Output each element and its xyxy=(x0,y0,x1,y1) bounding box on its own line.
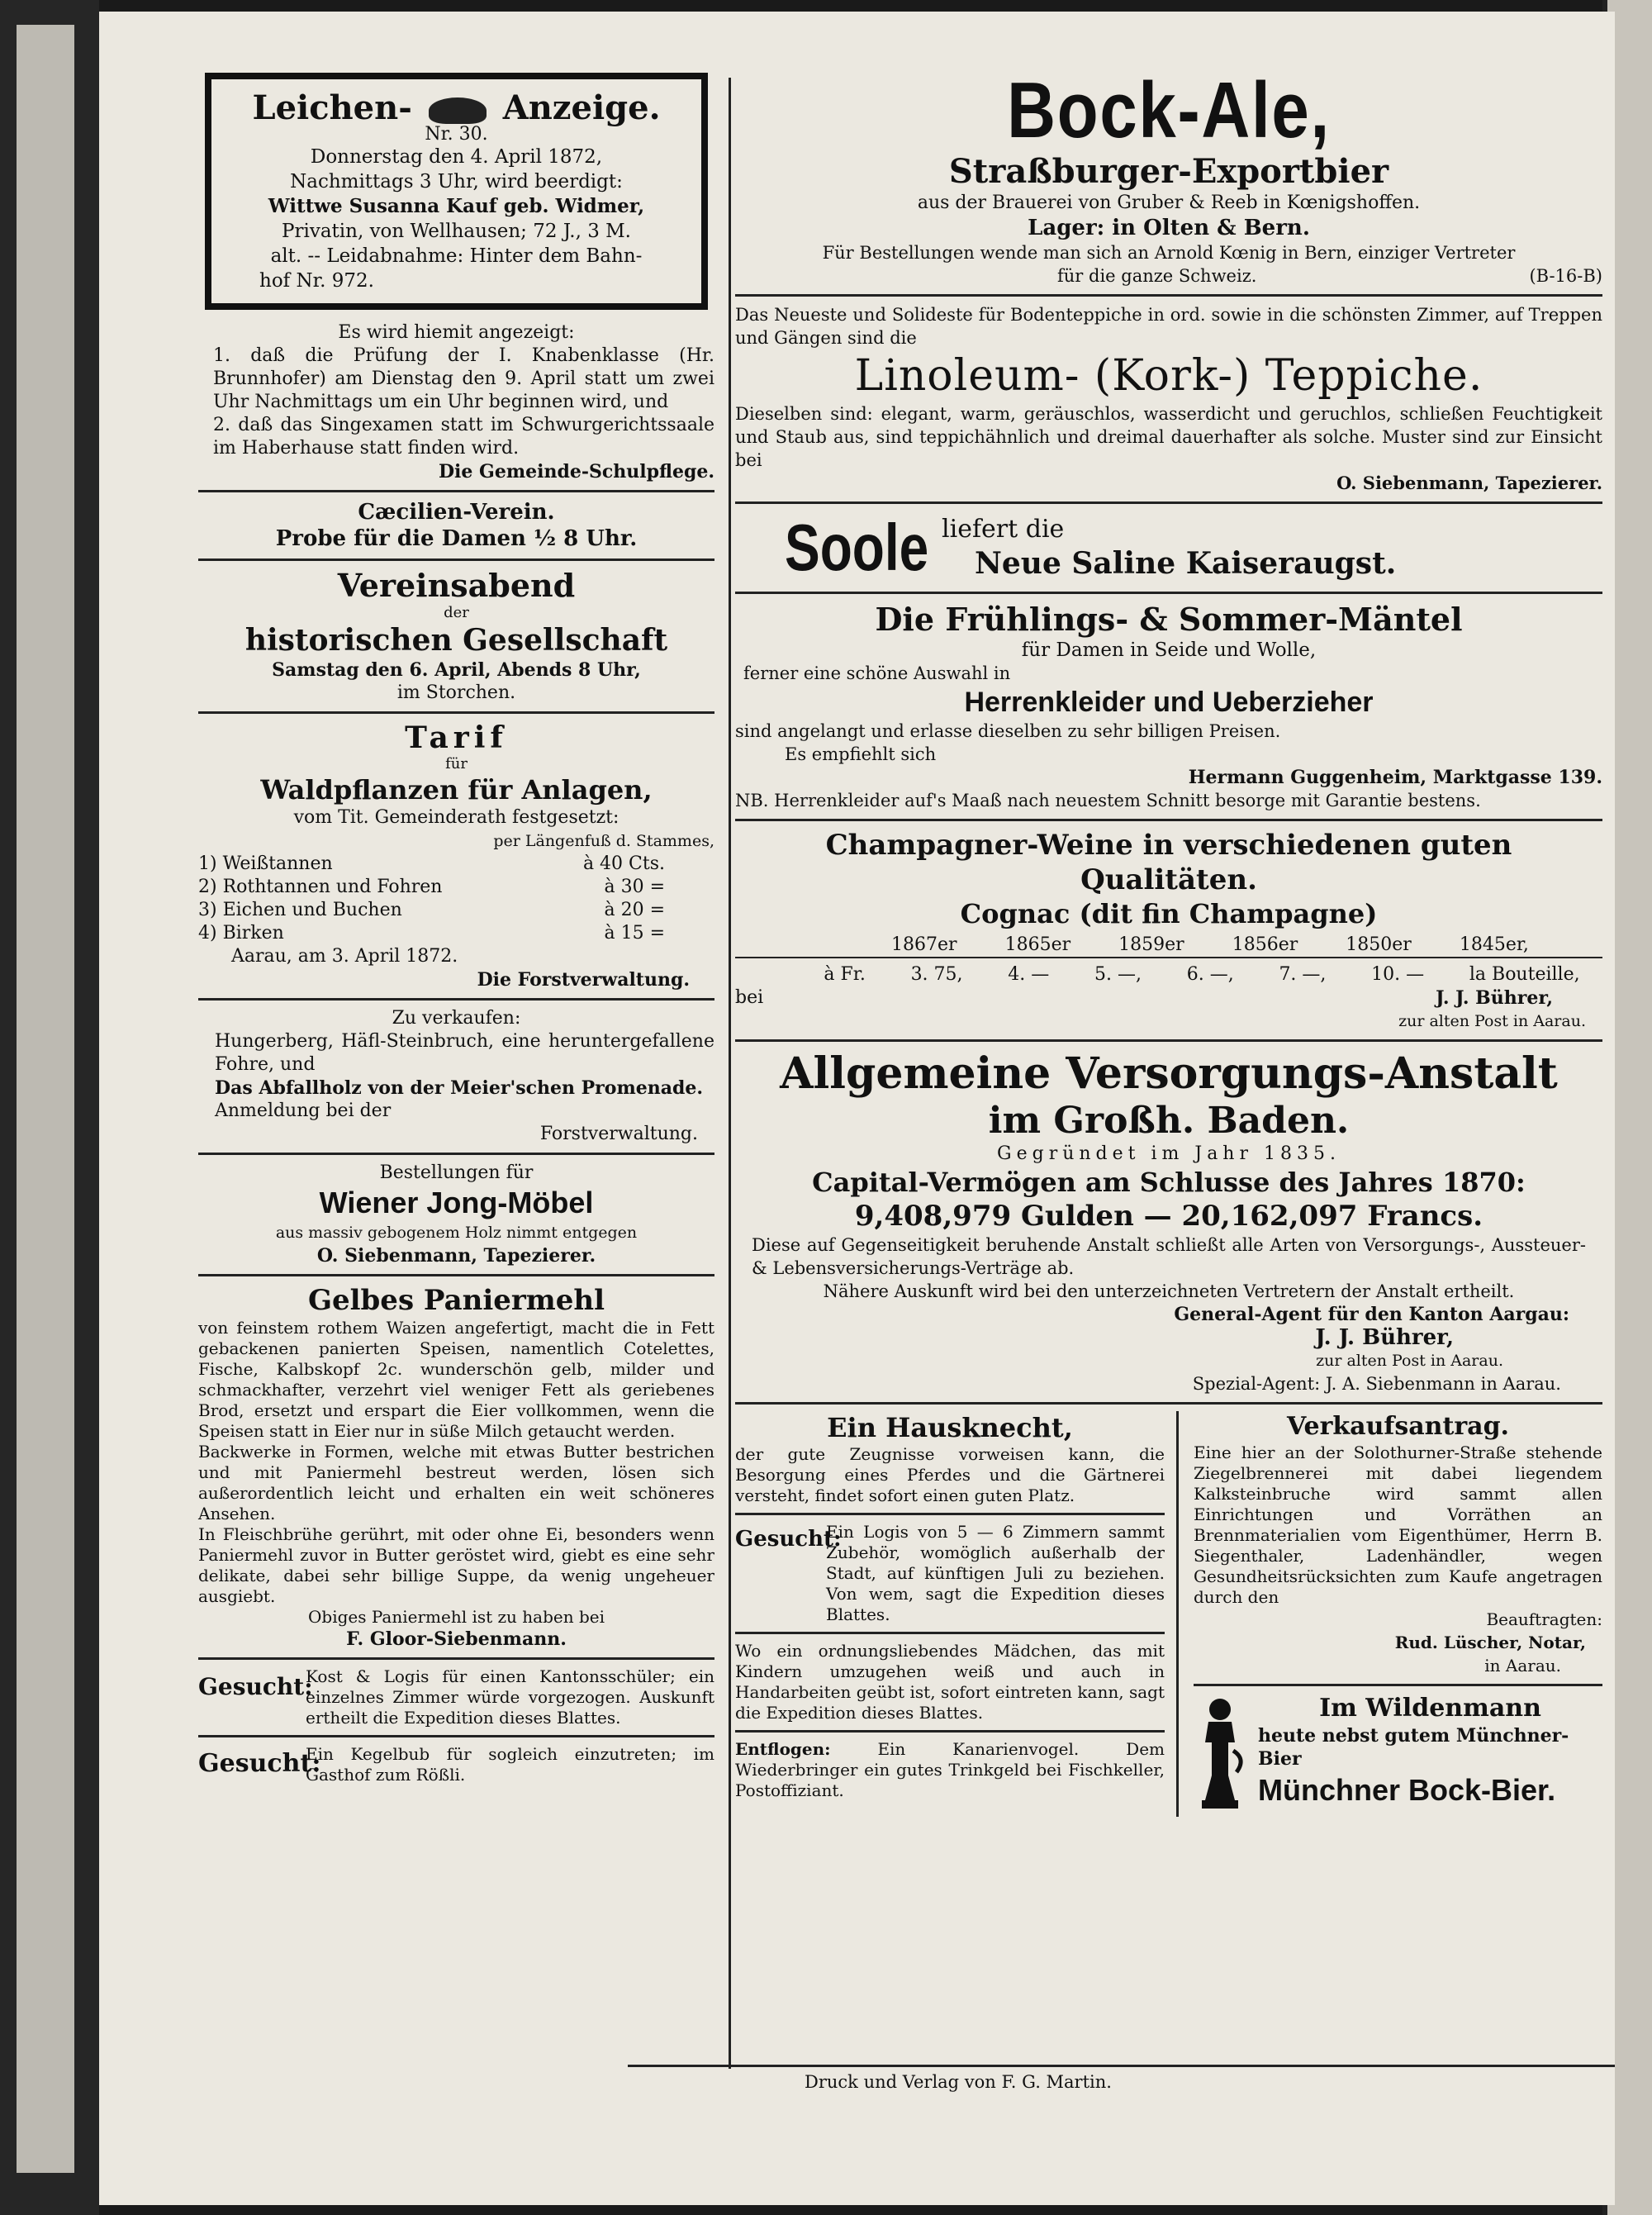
verkauf-text: Eine hier an der Solothurner-Straße stehende Ziegelbrennerei mit dabei liegendem Kalksteinbruche wird sammt allen Einrichtungen und Vorräthen an Brennmaterialien vom Eigenthümer, Herrn B. Siegenthaler, Ladenhändler, wegen Gesundheitsrücksichten zum Kaufe angetragen durch den xyxy=(1194,1443,1602,1607)
tarif-row-price: à 40 Cts. xyxy=(582,853,665,874)
wildenmann-ad xyxy=(1194,1693,1602,1817)
wildenmann-big: Münchner Bock-Bier. xyxy=(1258,1773,1556,1807)
rule xyxy=(735,294,1602,297)
linoleum-intro: Das Neueste und Solideste für Bodenteppiche in ord. sowie in die schönsten Zimmer, auf Treppen und Gängen sind die xyxy=(735,305,1602,348)
rule xyxy=(735,501,1602,504)
school-intro: Es wird hiemit angezeigt: xyxy=(338,322,575,343)
rule xyxy=(198,1657,714,1660)
sale-signature: Forstverwaltung. xyxy=(539,1124,698,1144)
verein-date: Samstag den 6. April, Abends 8 Uhr, xyxy=(272,659,641,681)
kost-text: Kost & Logis für einen Kantonsschüler; ein einzelnes Zimmer würde vorgezogen. Auskunft ertheilt die Expedition dieses Blattes. xyxy=(306,1666,714,1728)
champagner-ad xyxy=(735,828,1602,1033)
versorgung-title: Allgemeine Versorgungs-Anstalt xyxy=(780,1048,1558,1099)
champagner-year: 1856er xyxy=(1232,934,1298,955)
soole-text-2: Neue Saline Kaiseraugst. xyxy=(975,546,1397,581)
funeral-title-left: Leichen- xyxy=(252,88,412,127)
funeral-title-right: Anzeige. xyxy=(502,88,661,127)
sale-text-3: Anmeldung bei der xyxy=(215,1100,392,1121)
paniermehl-signature: F. Gloor-Siebenmann. xyxy=(346,1628,567,1650)
funeral-body xyxy=(226,145,686,293)
caecilien-text: Probe für die Damen ½ 8 Uhr. xyxy=(275,526,638,551)
funeral-line: Privatin, von Wellhausen; 72 J., 3 M. xyxy=(282,221,631,242)
funeral-line: Wittwe Susanna Kauf geb. Widmer, xyxy=(268,195,645,217)
sale-notice xyxy=(198,1007,714,1146)
logis-text: Ein Logis von 5 — 6 Zimmern sammt Zubehör, womöglich außerhalb der Stadt, auf künftigen Juli zu beziehen. Von wem, sagt die Expedition dieses Blattes. xyxy=(826,1522,1165,1624)
tarif-by: vom Tit. Gemeinderath festgesetzt: xyxy=(293,807,620,828)
funeral-line: hof Nr. 972. xyxy=(259,270,374,292)
tarif-title: Tarif xyxy=(405,720,508,755)
champagner-price: 5. —, xyxy=(1094,964,1142,985)
versorgung-special: Spezial-Agent: J. A. Siebenmann in Aarau. xyxy=(1192,1374,1561,1394)
tarif-row-price: à 30 = xyxy=(604,877,665,897)
linoleum-text: Dieselben sind: elegant, warm, geräuschlos, wasserdicht und geruchlos, schließen Feuchtigkeit und Staub aus, sind teppichähnlich und dreimal dauerhafter als solche. Muster sind zur Einsicht bei xyxy=(735,404,1602,470)
versorgung-founded: Gegründet im Jahr 1835. xyxy=(997,1143,1341,1164)
rule xyxy=(198,490,714,492)
versorgung-agent-label: General-Agent für den Kanton Aargau: xyxy=(1174,1304,1569,1325)
rule xyxy=(735,1513,1165,1515)
scan-left-edge xyxy=(0,0,99,2215)
tarif-row-price: à 20 = xyxy=(604,900,665,920)
versorgung-ad xyxy=(735,1048,1602,1395)
wiener-notice xyxy=(198,1162,714,1267)
verkauf-place: in Aarau. xyxy=(1484,1656,1561,1676)
bockale-line-2: Lager: in Olten & Bern. xyxy=(1028,216,1310,240)
paniermehl-text-3: In Fleischbrühe gerührt, mit oder ohne Ei, besonders wenn Paniermehl zuvor in Butter geröstet wird, giebt es eine sehr delikate, dabei sehr billige Suppe, da wenig ungeheuer ausgiebt. xyxy=(198,1524,714,1606)
kanarien-label: Entflogen: xyxy=(735,1739,831,1759)
tarif-subtitle: Waldpflanzen für Anlagen, xyxy=(260,774,653,806)
champagner-address: zur alten Post in Aarau. xyxy=(1398,1012,1586,1030)
bottom-ads xyxy=(735,1411,1602,1817)
tarif-row-name: 3) Eichen und Buchen xyxy=(198,900,402,920)
maentel-line-4: Es empfiehlt sich xyxy=(785,744,937,764)
champagner-subtitle: Cognac (dit fin Champagne) xyxy=(960,898,1378,929)
soole-text-1: liefert die xyxy=(942,515,1065,544)
versorgung-agent-addr: zur alten Post in Aarau. xyxy=(1316,1352,1503,1370)
left-column xyxy=(198,69,714,1785)
tarif-row-price: à 15 = xyxy=(604,923,665,944)
rule xyxy=(735,592,1602,594)
tarif-row xyxy=(198,922,665,945)
tarif-row-name: 4) Birken xyxy=(198,923,284,944)
verkauf-signature: Rud. Lüscher, Notar, xyxy=(1394,1633,1586,1652)
tarif-row-name: 2) Rothtannen und Fohren xyxy=(198,877,443,897)
linoleum-signature: O. Siebenmann, Tapezierer. xyxy=(1336,473,1602,493)
verein-notice xyxy=(198,568,714,705)
bockale-subtitle: Straßburger-Exportbier xyxy=(948,152,1389,191)
bockale-line-1: aus der Brauerei von Gruber & Reeb in Kœnigshoffen. xyxy=(917,193,1421,213)
funeral-number: Nr. 30. xyxy=(425,124,488,145)
maentel-line-2: ferner eine schöne Auswahl in xyxy=(743,663,1011,683)
wildenmann-text xyxy=(1251,1693,1602,1810)
verein-title: Vereinsabend xyxy=(337,567,576,604)
rule xyxy=(735,819,1602,821)
wiener-text: aus massiv gebogenem Holz nimmt entgegen xyxy=(275,1224,638,1242)
maentel-line-1: für Damen in Seide und Wolle, xyxy=(1021,639,1317,661)
wildenmann-title: Im Wildenmann xyxy=(1319,1694,1541,1723)
champagner-seller xyxy=(735,986,1602,1010)
versorgung-text-2: Nähere Auskunft wird bei den unterzeichneten Vertretern der Anstalt ertheilt. xyxy=(823,1281,1515,1301)
sale-text-2: Das Abfallholz von der Meier'schen Promenade. xyxy=(215,1077,704,1099)
rule xyxy=(198,559,714,561)
funeral-title xyxy=(226,89,686,127)
kanarien-notice xyxy=(735,1739,1165,1801)
hausknecht-text: der gute Zeugnisse vorweisen kann, die Besorgung eines Pferdes und die Gärtnerei versteht, findet sofort einen guten Platz. xyxy=(735,1444,1165,1505)
maentel-ad xyxy=(735,601,1602,812)
champagner-year: 1859er xyxy=(1118,934,1184,955)
champagner-price: 6. —, xyxy=(1186,964,1234,985)
newspaper-page xyxy=(99,12,1615,2205)
paniermehl-text-1: von feinstem rothem Waizen angefertigt, macht die in Fett gebackenen panierten Speisen, namentlich Cotelettes, Fische, Kalbskopf 2c. wunderschön gelb, milder und schmackhafter, verzehrt viel weniger Fett als geriebenes Brod, ersetzt und erspart die Eier vollkommen, wenn die Speisen statt in Eier nur in süße Milch getaucht werden. xyxy=(198,1318,714,1441)
paniermehl-text-4: Obiges Paniermehl ist zu haben bei xyxy=(308,1607,605,1627)
funeral-notice xyxy=(205,73,708,310)
bockale-footer xyxy=(735,264,1602,288)
column-divider xyxy=(729,78,731,2069)
champagner-prices-prefix: à Fr. xyxy=(824,964,866,985)
bockale-code: (B-16-B) xyxy=(1529,266,1602,286)
tarif-row-name: 1) Weißtannen xyxy=(198,853,333,874)
verein-place: im Storchen. xyxy=(396,682,516,703)
tarif-table xyxy=(198,853,714,945)
rule xyxy=(198,998,714,1001)
verkauf-beauftragte: Beauftragten: xyxy=(1486,1609,1602,1629)
champagner-title: Champagner-Weine in verschiedenen guten Qualitäten. xyxy=(825,829,1512,896)
kegelbub-text: Ein Kegelbub für sogleich einzutreten; im Gasthof zum Rößli. xyxy=(306,1744,714,1785)
verkauf-title: Verkaufsantrag. xyxy=(1286,1412,1510,1441)
linoleum-title: Linoleum- (Kork-) Teppiche. xyxy=(854,351,1483,401)
tarif-unit: per Längenfuß d. Stammes, xyxy=(493,832,714,850)
wiener-intro: Bestellungen für xyxy=(379,1162,534,1183)
versorgung-amount: 9,408,979 Gulden — 20,162,097 Francs. xyxy=(854,1200,1483,1233)
tarif-row xyxy=(198,899,665,922)
champagner-bei: bei xyxy=(735,987,764,1008)
maedchen-text: Wo ein ordnungsliebendes Mädchen, das mit Kindern umzugehen weiß und auch in Handarbeiten geübt ist, sofort eintreten kann, sagt die Expedition dieses Blattes. xyxy=(735,1641,1165,1723)
school-item-2: 2. daß das Singexamen statt im Schwurgerichtssaale im Haberhause statt finden wird. xyxy=(213,415,714,459)
paniermehl-title: Gelbes Paniermehl xyxy=(307,1284,605,1317)
school-notice xyxy=(198,321,714,483)
wiener-title: Wiener Jong-Möbel xyxy=(319,1186,594,1219)
champagner-year: 1865er xyxy=(1004,934,1071,955)
champagner-price: 7. —, xyxy=(1279,964,1327,985)
champagner-prices xyxy=(735,958,1602,986)
soole-ad xyxy=(735,511,1602,585)
maentel-title: Die Frühlings- & Sommer-Mäntel xyxy=(875,601,1463,638)
verein-der: der xyxy=(444,604,469,621)
tarif-row xyxy=(198,853,665,876)
bockale-ad xyxy=(735,66,1602,288)
maentel-line-3: sind angelangt und erlasse dieselben zu sehr billigen Preisen. xyxy=(735,721,1281,741)
champagner-year: 1867er xyxy=(891,934,957,955)
rule xyxy=(735,1402,1602,1405)
paniermehl-text-2: Backwerke in Formen, welche mit etwas Butter bestrichen und mit Paniermehl bestreut werden, lösen sich außerordentlich leicht und erhalten ein weit schöneres Ansehen. xyxy=(198,1442,714,1523)
tarif-date: Aarau, am 3. April 1872. xyxy=(231,946,458,967)
kegelbub-label: Gesucht: xyxy=(198,1749,321,1778)
maentel-signature: Hermann Guggenheim, Marktgasse 139. xyxy=(1188,767,1602,788)
soole-title: Soole xyxy=(785,511,929,584)
paniermehl-notice xyxy=(198,1283,714,1651)
sale-title: Zu verkaufen: xyxy=(392,1008,521,1029)
champagner-years xyxy=(735,930,1602,958)
bockale-line-4: für die ganze Schweiz. xyxy=(1056,266,1257,286)
wiener-signature: O. Siebenmann, Tapezierer. xyxy=(316,1245,596,1267)
school-item-1: 1. daß die Prüfung der I. Knabenklasse (Hr. Brunnhofer) am Dienstag den 9. April statt um zwei Uhr Nachmittags um ein Uhr beginnen wird, und xyxy=(213,345,714,412)
funeral-line: Donnerstag den 4. April 1872, xyxy=(310,146,603,168)
rule xyxy=(735,1730,1165,1733)
kegelbub-notice xyxy=(198,1744,714,1785)
kanarien-text: Ein Kanarienvogel. Dem Wiederbringer ein gutes Trinkgeld bei Fischkeller, Postoffiziant. xyxy=(735,1739,1165,1800)
tarif-signature: Die Forstverwaltung. xyxy=(477,969,690,991)
coffin-ornament-icon xyxy=(429,97,487,124)
logis-label: Gesucht: xyxy=(735,1527,842,1552)
versorgung-capital: Capital-Vermögen am Schlusse des Jahres 1870: xyxy=(812,1167,1526,1198)
bockale-title: Bock-Ale, xyxy=(1007,66,1331,154)
rule xyxy=(198,1153,714,1155)
champagner-year: 1850er xyxy=(1346,934,1412,955)
logis-notice xyxy=(735,1522,1165,1625)
footer-imprint: Druck und Verlag von F. G. Martin. xyxy=(805,2072,1112,2092)
bockale-line-3: Für Bestellungen wende man sich an Arnold Kœnig in Bern, einziger Vertreter xyxy=(822,243,1516,263)
rule xyxy=(198,1274,714,1276)
school-signature: Die Gemeinde-Schulpflege. xyxy=(438,461,714,482)
maentel-title-2: Herrenkleider und Ueberzieher xyxy=(964,687,1374,718)
footer-rule xyxy=(628,2065,1615,2067)
funeral-line: Nachmittags 3 Uhr, wird beerdigt: xyxy=(290,171,623,193)
rule xyxy=(1194,1684,1602,1686)
versorgung-text-1: Diese auf Gegenseitigkeit beruhende Anstalt schließt alle Arten von Versorgungs-, Aussteuer- & Lebensversicherungs-Verträge ab. xyxy=(752,1235,1586,1278)
versorgung-subtitle: im Großh. Baden. xyxy=(988,1100,1350,1142)
sale-text-1: Hungerberg, Häfl-Steinbruch, eine heruntergefallene Fohre, und xyxy=(215,1031,714,1075)
right-column xyxy=(735,66,1602,1817)
versorgung-agent: J. J. Bührer, xyxy=(1315,1325,1454,1350)
rule xyxy=(198,711,714,714)
tarif-notice xyxy=(198,720,714,991)
verein-subtitle: historischen Gesellschaft xyxy=(244,623,668,658)
maentel-nb: NB. Herrenkleider auf's Maaß nach neuestem Schnitt besorge mit Garantie bestens. xyxy=(735,791,1481,810)
linoleum-ad xyxy=(735,303,1602,495)
kost-label: Gesucht: xyxy=(198,1673,313,1700)
tarif-row xyxy=(198,876,665,899)
champagner-prices-suffix: la Bouteille, xyxy=(1469,964,1580,985)
champagner-price: 10. — xyxy=(1371,964,1425,985)
funeral-line: alt. -- Leidabnahme: Hinter dem Bahn- xyxy=(270,245,643,267)
kost-notice xyxy=(198,1666,714,1728)
beer-stein-icon xyxy=(1194,1693,1251,1817)
caecilien-notice xyxy=(198,499,714,552)
hausknecht-title: Ein Hausknecht, xyxy=(827,1412,1073,1443)
champagner-signature: J. J. Bührer, xyxy=(1436,987,1553,1009)
champagner-price: 3. 75, xyxy=(910,964,963,985)
wildenmann-subtitle: heute nebst gutem Münchner-Bier xyxy=(1258,1725,1569,1770)
tarif-fuer: für xyxy=(445,755,468,772)
caecilien-title: Cæcilien-Verein. xyxy=(358,500,555,525)
champagner-price: 4. — xyxy=(1008,964,1050,985)
rule xyxy=(735,1632,1165,1634)
bottom-right-ads xyxy=(1176,1411,1602,1817)
rule xyxy=(198,1735,714,1737)
bottom-left-ads xyxy=(735,1411,1176,1817)
champagner-year: 1845er, xyxy=(1459,934,1529,955)
soole-text xyxy=(942,514,1396,582)
rule xyxy=(735,1039,1602,1042)
